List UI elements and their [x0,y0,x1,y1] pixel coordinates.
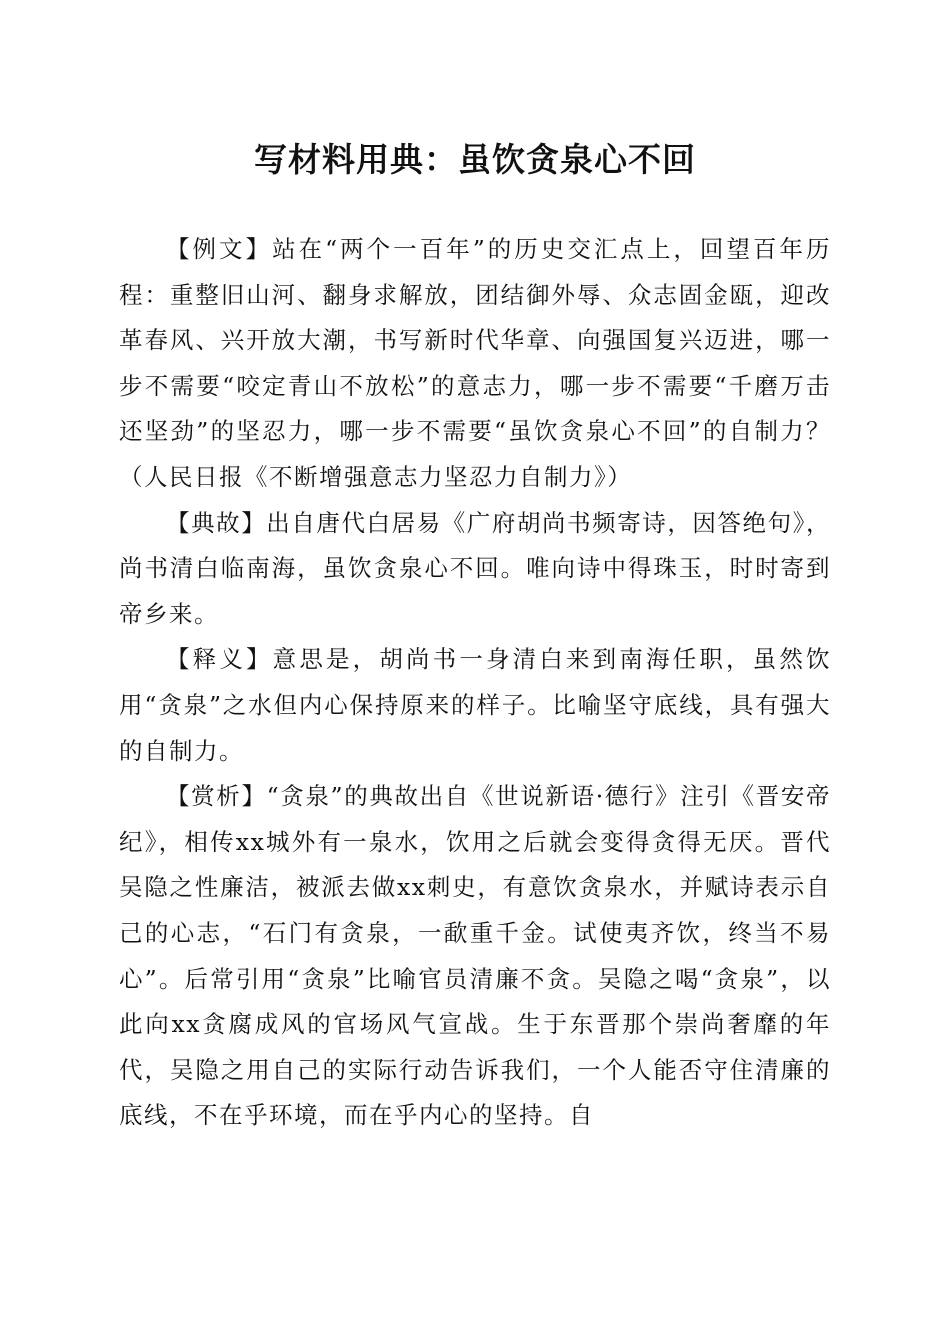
paragraph-allusion: 【典故】出自唐代白居易《广府胡尚书频寄诗，因答绝句》，尚书清白临南海，虽饮贪泉心不回。唯向诗中得珠玉，时时寄到帝乡来。 [119,508,831,628]
paragraph-meaning: 【释义】意思是，胡尚书一身清白来到南海任职，虽然饮用“贪泉”之水但内心保持原来的样子。比喻坚守底线，具有强大的自制力。 [119,645,831,765]
paragraph-example: 【例文】站在“两个一百年”的历史交汇点上，回望百年历程：重整旧山河、翻身求解放，团结御外辱、众志固金瓯，迎改革春风、兴开放大潮，书写新时代华章、向强国复兴迈进，哪一步不需要“咬定青山不放松”的意志力，哪一步不需要“千磨万击还坚劲”的坚忍力，哪一步不需要“虽饮贪泉心不回”的自制力？（人民日报《不断增强意志力坚忍力自制力》） [119,235,831,491]
paragraph-appreciation: 【赏析】“贪泉”的典故出自《世说新语·德行》注引《晋安帝纪》，相传xx城外有一泉水，饮用之后就会变得贪得无厌。晋代吴隐之性廉洁，被派去做xx刺史，有意饮贪泉水，并赋诗表示自己的心志，“石门有贪泉，一歃重千金。试使夷齐饮，终当不易心”。后常引用“贪泉”比喻官员清廉不贪。吴隐之喝“贪泉”，以此向xx贪腐成风的官场风气宣战。生于东晋那个崇尚奢靡的年代，吴隐之用自己的实际行动告诉我们，一个人能否守住清廉的底线，不在乎环境，而在乎内心的坚持。自 [119,782,831,1130]
page-title: 写材料用典：虽饮贪泉心不回 [254,140,696,179]
document-body [119,227,831,1139]
